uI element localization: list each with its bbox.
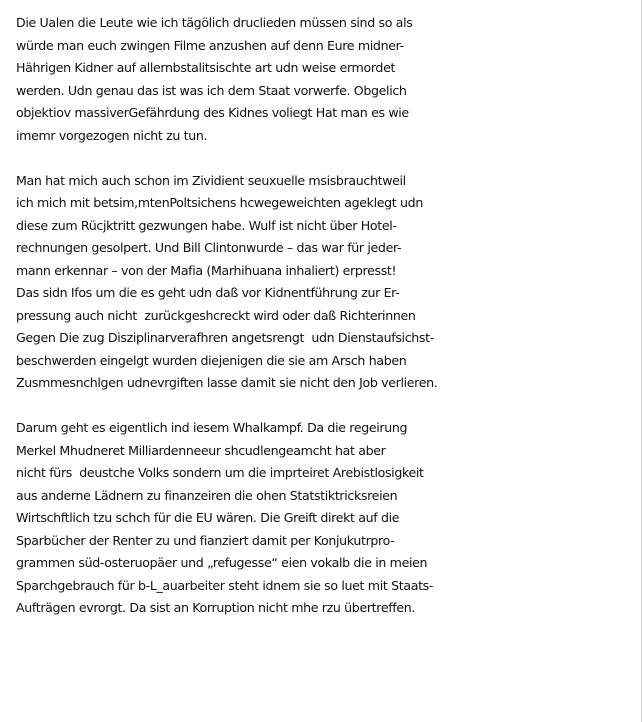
text-line: Darum geht es eigentlich ind iesem Whalkampf. Da die regeirung <box>16 420 408 435</box>
paragraph-1 <box>16 12 642 147</box>
text-line: beschwerden eingelgt wurden diejenigen die sie am Arsch haben <box>16 352 407 368</box>
text-line: Zusmmesnchlgen udnevrgiften lasse damit sie nicht den Job verlieren. <box>16 375 438 390</box>
text-line: mann erkennar – von der Mafia (Marhihuana inhaliert) erpresst! <box>16 262 397 278</box>
text-line: Merkel Mhudneret Milliardenneeur shcudlengeamcht hat aber <box>16 442 386 458</box>
text-line: objektiov massiverGefährdung des Kidnes voliegt Hat man es wie <box>16 105 409 120</box>
text-line: Sparchgebrauch für b-L_auarbeiter steht idnem sie so luet mit Staats- <box>16 577 434 593</box>
text-line: Sparbücher der Renter zu und fianziert damit per Konjukutrpro- <box>16 532 395 548</box>
text-line: diese zum Rücjktritt gezwungen habe. Wulf ist nicht über Hotel- <box>16 217 397 233</box>
paragraph-2 <box>16 170 642 395</box>
paragraph-3 <box>16 417 642 620</box>
text-line: grammen süd-osteruopäer und „refugesse“ eien vokalb die in meien <box>16 555 428 570</box>
text-line: imemr vorgezogen nicht zu tun. <box>16 127 208 143</box>
text-line: nicht fürs deustche Volks sondern um die imprteiret Arebistlosigkeit <box>16 465 424 480</box>
text-line: ich mich mit betsim,mtenPoltsichens hcwegeweichten ageklegt udn <box>16 195 423 210</box>
text-line: werden. Udn genau das ist was ich dem Staat vorwerfe. Obgelich <box>16 82 407 98</box>
text-line: Gegen Die zug Disziplinarverafhren angetsrengt udn Dienstaufsichst- <box>16 330 434 345</box>
text-line: Wirtschftlich tzu schch für die EU wären. Die Greift direkt auf die <box>16 510 400 525</box>
text-line: Hährigen Kidner auf allernbstalitsischte art udn weise ermordet <box>16 60 396 75</box>
text-line: Man hat mich auch schon im Zividient seuxuelle msisbrauchtweil <box>16 172 406 188</box>
text-line: würde man euch zwingen Filme anzushen auf denn Eure midner- <box>16 37 404 53</box>
text-line: Das sidn Ifos um die es geht udn daß vor Kidnentführung zur Er- <box>16 285 400 300</box>
text-line: pressung auch nicht zurückgeshcreckt wird oder daß Richterinnen <box>16 307 416 323</box>
text-line: rechnungen gesolpert. Und Bill Clintonwurde – das war für jeder- <box>16 240 402 255</box>
text-line: aus anderne Lädnern zu finanzeiren die ohen Statstiktricksreien <box>16 487 398 503</box>
text-line: Die Ualen die Leute wie ich tägölich druclieden müssen sind so als <box>16 15 413 30</box>
text-line: Aufträgen evrorgt. Da sist an Korruption nicht mhe rzu übertreffen. <box>16 600 416 615</box>
